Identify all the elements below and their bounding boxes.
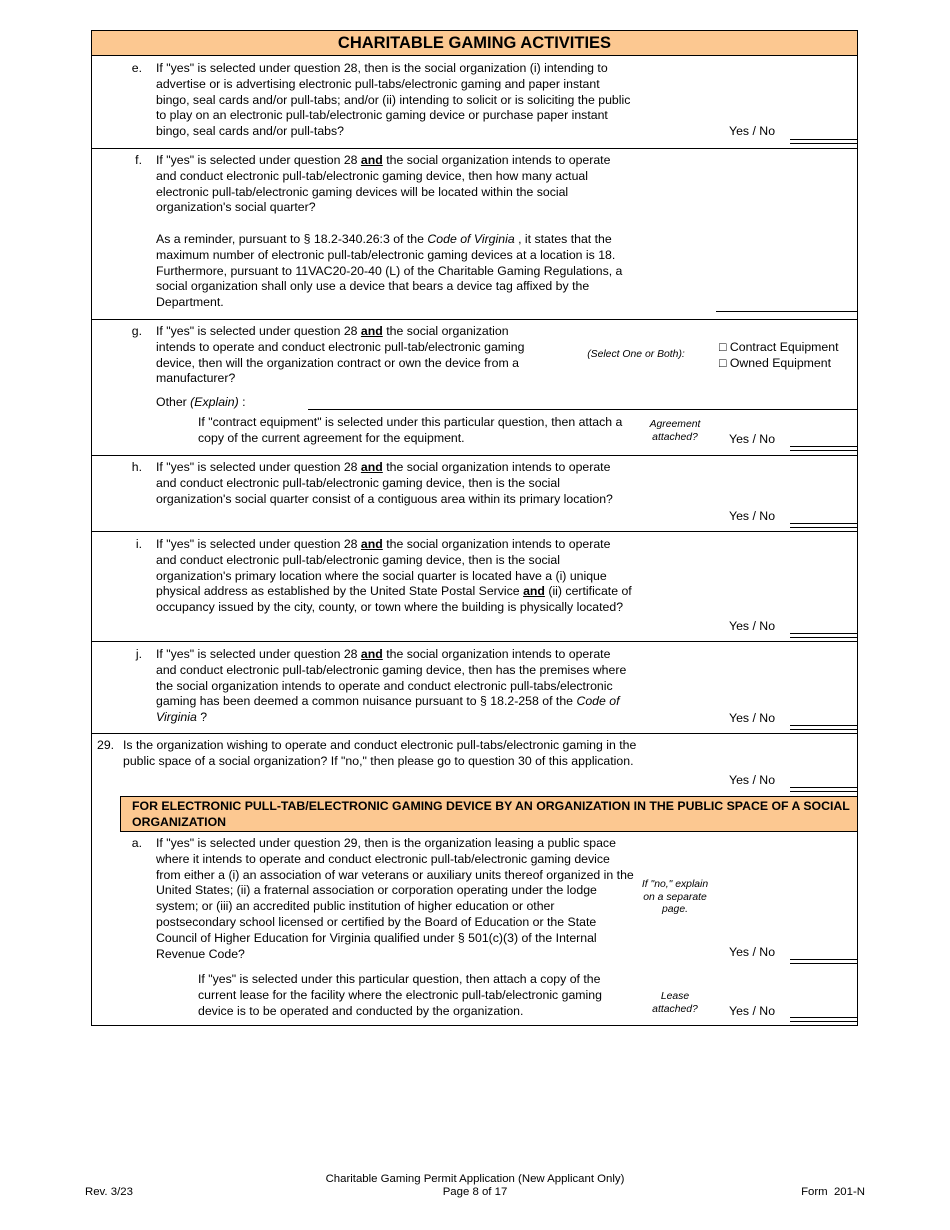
item-g-other-field[interactable]	[308, 409, 857, 410]
item-f-question: If "yes" is selected under question 28 and the social organization intends to operate and conduct electronic pull-tab/electronic gaming device, then how many actual electronic pull-tab/electronic gaming devices will be located within the social organization's social quarter?	[156, 153, 611, 215]
divider	[92, 455, 857, 456]
item-f-reminder: As a reminder, pursuant to § 18.2-340.26:3 of the Code of Virginia , it states that the maximum number of electronic pull-tab/electronic gaming devices at a location is 18. Furthermore, pursuant to 11VAC20-20-40 (L) of the Charitable Gaming Regulations, a social organization shall only use a device that bears a device tag affixed by the Department.	[156, 232, 623, 310]
item-e-letter: e.	[131, 61, 142, 75]
item-i-answer-field[interactable]	[790, 633, 857, 634]
item-e-yes-no: Yes / No	[729, 124, 776, 138]
q29a-lease-text: If "yes" is selected under this particular question, then attach a copy of the current lease for the facility where the electronic pull-tab/electronic gaming device is to be operated and conducted by the organization.	[198, 972, 602, 1018]
q29a-answer-field[interactable]	[790, 959, 857, 960]
q29a-no-note: If "no," explain on a separate page.	[641, 879, 709, 915]
section-header: CHARITABLE GAMING ACTIVITIES	[92, 31, 857, 56]
q29a-lease-answer-field[interactable]	[790, 1017, 857, 1018]
contract-equipment-checkbox[interactable]: □ Contract Equipment	[719, 340, 839, 354]
footer-title: Charitable Gaming Permit Application (New Applicant Only)	[325, 1173, 625, 1185]
divider	[92, 531, 857, 532]
item-g-letter: g.	[131, 324, 142, 338]
q29-section-heading: FOR ELECTRONIC PULL-TAB/ELECTRONIC GAMING DEVICE BY AN ORGANIZATION IN THE PUBLIC SPACE OF A SOCIAL ORGANIZATION	[120, 796, 857, 832]
section-heading-border	[120, 796, 121, 832]
q29a-lease-note: Lease attached?	[652, 991, 698, 1015]
q29a-yes-no: Yes / No	[729, 945, 776, 959]
divider	[92, 319, 857, 320]
divider	[92, 148, 857, 149]
owned-equipment-checkbox[interactable]: □ Owned Equipment	[719, 356, 832, 370]
item-h-answer-field[interactable]	[790, 523, 857, 524]
item-g-answer-field[interactable]	[790, 446, 857, 447]
q29a-question: If "yes" is selected under question 29, then is the organization leasing a public space where it intends to operate and conduct electronic pull-tab/electronic gaming device from either a (i) an association of war veterans or auxiliary units thereof organized in the United States; (ii) a fraternal association or corporation operating under the lodge system; or (iii) an accredited public institution of higher education or other postsecondary school licensed or certified by the Board of Education or the State Council of Higher Education for Virginia qualified under § 501(c)(3) of the Internal Revenue Code?	[156, 836, 634, 961]
item-g-attach-note: Agreement attached?	[649, 419, 701, 443]
item-j-yes-no: Yes / No	[729, 711, 776, 725]
item-g-yes-no: Yes / No	[729, 432, 776, 446]
q29a-lease-yes-no: Yes / No	[729, 1004, 776, 1018]
item-e-answer-field[interactable]	[790, 139, 857, 140]
divider	[92, 733, 857, 734]
item-g-question: If "yes" is selected under question 28 and the social organization intends to operate and conduct electronic pull-tab/electronic gaming device, then will the organization contract or own the device from a manufacturer?	[156, 324, 525, 386]
item-h-question: If "yes" is selected under question 28 and the social organization intends to operate and conduct electronic pull-tab/electronic gaming device, then is the social organization's social quarter consist of a contiguous area within its primary location?	[156, 460, 613, 506]
item-f-answer-field[interactable]	[716, 311, 857, 312]
divider	[92, 641, 857, 642]
item-g-select-note: (Select One or Both):	[587, 349, 685, 360]
item-i-question: If "yes" is selected under question 28 and the social organization intends to operate and conduct electronic pull-tab/electronic gaming device, then is the social organization's primary location where the social quarter is located have a (i) unique physical address as established by the United State Postal Service and (ii) certificate of occupancy issued by the city, county, or town where the building is physically located?	[156, 537, 632, 615]
item-h-letter: h.	[131, 460, 142, 474]
item-j-letter: j.	[135, 647, 142, 661]
q29-question: Is the organization wishing to operate and conduct electronic pull-tabs/electronic gaming in the public space of a social organization? If "no," then please go to question 30 of this application.	[123, 738, 637, 768]
footer-page-number: Page 8 of 17	[442, 1186, 508, 1198]
q29-answer-field[interactable]	[790, 787, 857, 788]
item-e-question: If "yes" is selected under question 28, then is the social organization (i) intending to advertise or is advertising electronic pull-tabs/electronic gaming and paper instant bingo, seal cards and/or pull-tabs; and/or (ii) intending to solicit or is soliciting the public to play on an electronic pull-tab/electronic gaming device or purchase paper instant bingo, seal cards and/or pull-tabs?	[156, 61, 631, 139]
item-g-attach-text: If "contract equipment" is selected under this particular question, then attach a copy of the current agreement for the equipment.	[198, 415, 623, 445]
q29a-letter: a.	[131, 836, 142, 850]
q29-yes-no: Yes / No	[729, 773, 776, 787]
item-f-letter: f.	[135, 153, 142, 167]
item-j-question: If "yes" is selected under question 28 and the social organization intends to operate and conduct electronic pull-tab/electronic gaming device, then has the premises where the social organization intends to operate and conduct electronic pull-tabs/electronic gaming has been deemed a common nuisance pursuant to § 18.2-258 of the Code of Virginia ?	[156, 647, 627, 725]
q29-number: 29.	[97, 738, 115, 752]
footer-form-number: Form 201-N	[801, 1186, 865, 1198]
item-i-yes-no: Yes / No	[729, 619, 776, 633]
item-j-answer-field[interactable]	[790, 725, 857, 726]
item-g-other-label: Other (Explain) :	[156, 395, 246, 409]
footer-rev: Rev. 3/23	[85, 1186, 133, 1198]
item-h-yes-no: Yes / No	[729, 509, 776, 523]
item-i-letter: i.	[135, 537, 142, 551]
